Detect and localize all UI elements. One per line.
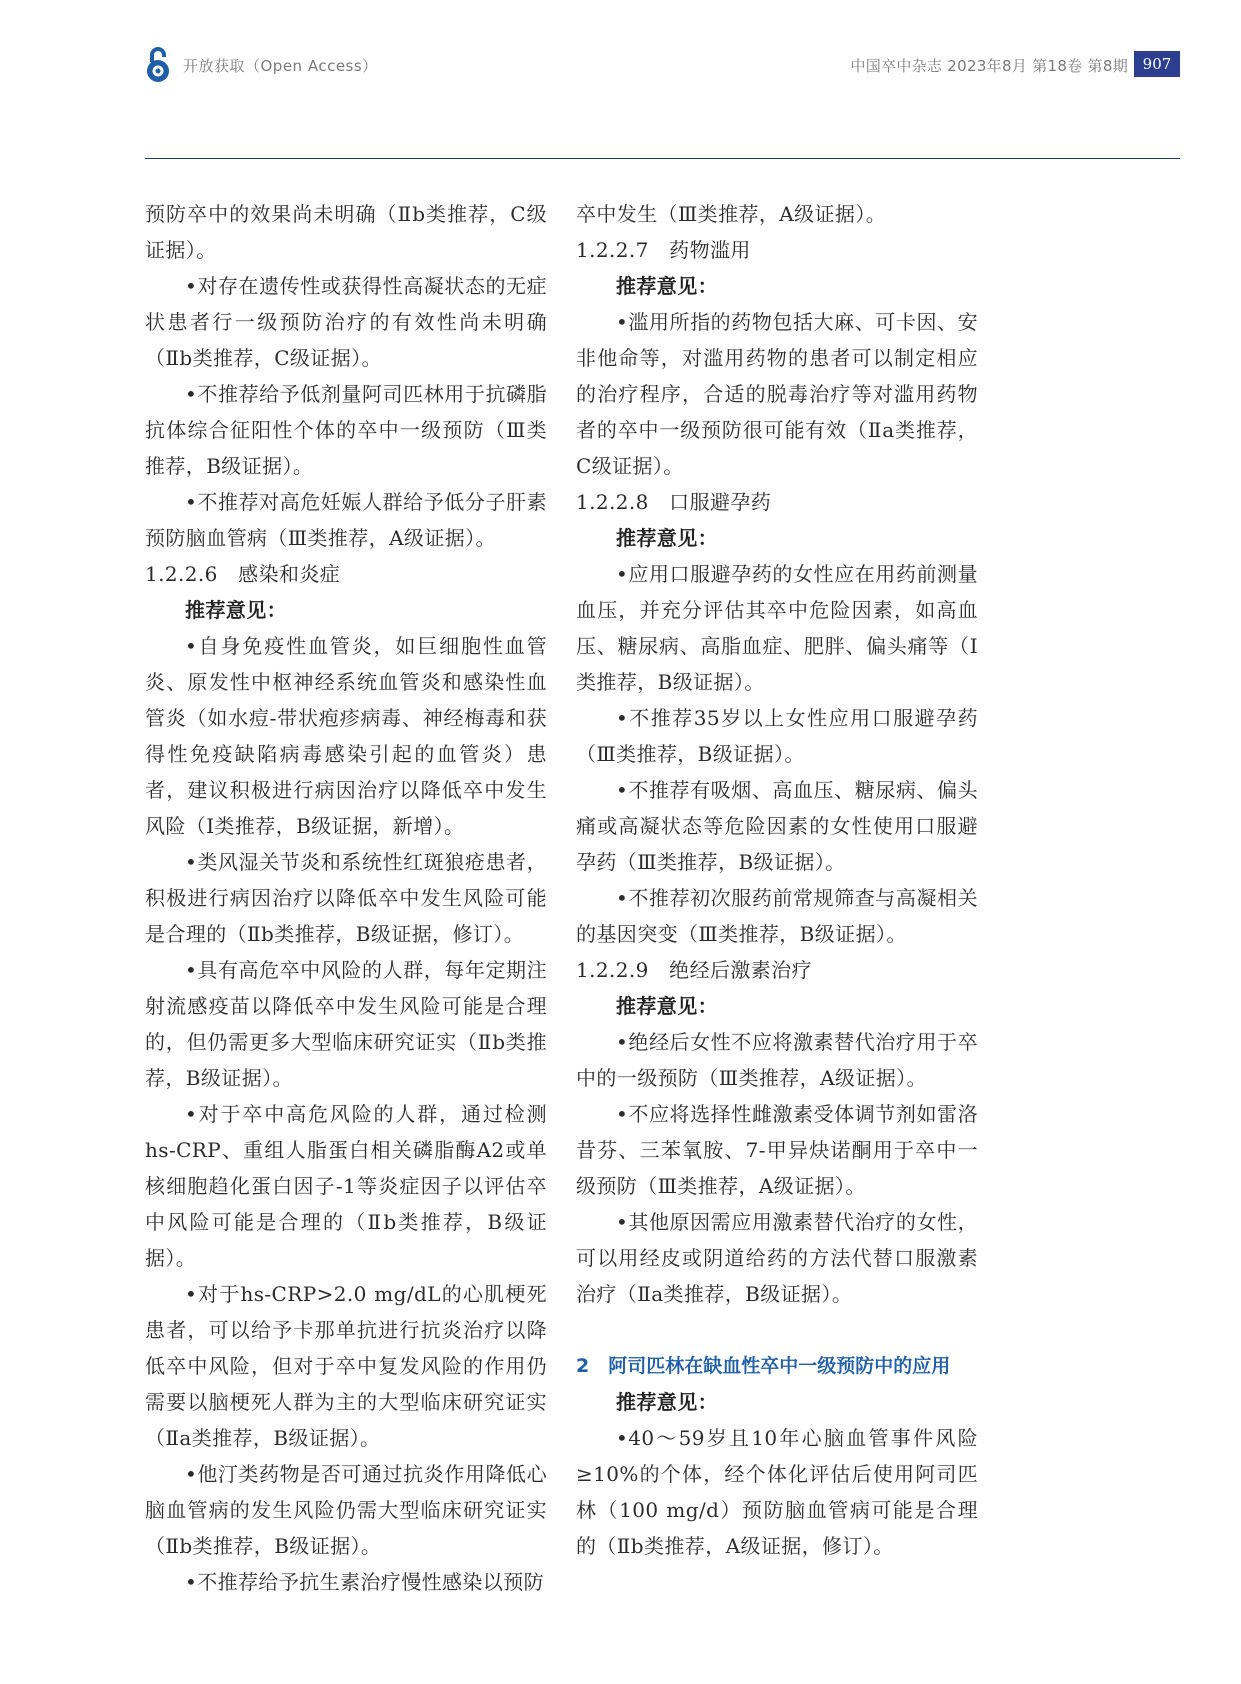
- subsection-heading: 1.2.2.8 口服避孕药: [576, 490, 772, 514]
- recommendation-label: 推荐意见：: [616, 1390, 718, 1414]
- left-column: [145, 196, 547, 1600]
- open-access-label: 开放获取（Open Access）: [183, 57, 378, 75]
- subsection-heading: 1.2.2.6 感染和炎症: [145, 562, 341, 586]
- header-rule: [145, 158, 1180, 159]
- paragraph-continuation: 卒中发生（Ⅲ类推荐，A级证据）。: [576, 202, 887, 226]
- recommendation-item: •自身免疫性血管炎，如巨细胞性血管炎、原发性中枢神经系统血管炎和感染性血管炎（如水痘-带状疱疹病毒、神经梅毒和获得性免疫缺陷病毒感染引起的血管炎）患者，建议积极进行病因治疗以降低卒中发生风险（Ⅰ类推荐，B级证据，新增）。: [145, 634, 547, 838]
- subsection-heading: 1.2.2.7 药物滥用: [576, 238, 751, 262]
- recommendation-item: •应用口服避孕药的女性应在用药前测量血压，并充分评估其卒中危险因素，如高血压、糖尿病、高脂血症、肥胖、偏头痛等（Ⅰ类推荐，B级证据）。: [576, 562, 978, 694]
- page-header: [145, 45, 1180, 85]
- recommendation-item: •绝经后女性不应将激素替代治疗用于卒中的一级预防（Ⅲ类推荐，A级证据）。: [576, 1030, 978, 1090]
- recommendation-label: 推荐意见：: [185, 598, 287, 622]
- right-column: [576, 196, 978, 1564]
- section-heading: 2 阿司匹林在缺血性卒中一级预防中的应用: [576, 1355, 951, 1377]
- recommendation-item: •不推荐给予抗生素治疗慢性感染以预防: [185, 1570, 544, 1594]
- paragraph-continuation: 预防卒中的效果尚未明确（Ⅱb类推荐，C级证据）。: [145, 202, 547, 262]
- recommendation-label: 推荐意见：: [616, 526, 718, 550]
- recommendation-label: 推荐意见：: [616, 274, 718, 298]
- recommendation-item: •对于hs-CRP>2.0 mg/dL的心肌梗死患者，可以给予卡那单抗进行抗炎治疗以降低卒中风险，但对于卒中复发风险的作用仍需要以脑梗死人群为主的大型临床研究证实（Ⅱa类推荐，B级证据）。: [145, 1282, 547, 1450]
- recommendation-item: •滥用所指的药物包括大麻、可卡因、安非他命等，对滥用药物的患者可以制定相应的治疗程序，合适的脱毒治疗等对滥用药物者的卒中一级预防很可能有效（Ⅱa类推荐，C级证据）。: [576, 310, 978, 478]
- recommendation-item: •其他原因需应用激素替代治疗的女性，可以用经皮或阴道给药的方法代替口服激素治疗（Ⅱa类推荐，B级证据）。: [576, 1210, 978, 1306]
- recommendation-item: •不推荐对高危妊娠人群给予低分子肝素预防脑血管病（Ⅲ类推荐，A级证据）。: [145, 490, 547, 550]
- recommendation-item: •对于卒中高危风险的人群，通过检测hs-CRP、重组人脂蛋白相关磷脂酶A2或单核细胞趋化蛋白因子-1等炎症因子以评估卒中风险可能是合理的（Ⅱb类推荐，B级证据）。: [145, 1102, 547, 1270]
- subsection-heading: 1.2.2.9 绝经后激素治疗: [576, 958, 812, 982]
- open-access-lock-icon: [145, 45, 171, 83]
- journal-citation: 中国卒中杂志 2023年8月 第18卷 第8期: [850, 57, 1128, 75]
- recommendation-item: •不应将选择性雌激素受体调节剂如雷洛昔芬、三苯氧胺、7-甲异炔诺酮用于卒中一级预防（Ⅲ类推荐，A级证据）。: [576, 1102, 978, 1198]
- recommendation-label: 推荐意见：: [616, 994, 718, 1018]
- recommendation-item: •不推荐35岁以上女性应用口服避孕药（Ⅲ类推荐，B级证据）。: [576, 706, 978, 766]
- recommendation-item: •他汀类药物是否可通过抗炎作用降低心脑血管病的发生风险仍需大型临床研究证实（Ⅱb类推荐，B级证据）。: [145, 1462, 547, 1558]
- recommendation-item: •不推荐有吸烟、高血压、糖尿病、偏头痛或高凝状态等危险因素的女性使用口服避孕药（Ⅲ类推荐，B级证据）。: [576, 778, 978, 874]
- recommendation-item: •具有高危卒中风险的人群，每年定期注射流感疫苗以降低卒中发生风险可能是合理的，但仍需更多大型临床研究证实（Ⅱb类推荐，B级证据）。: [145, 958, 547, 1090]
- recommendation-item: •不推荐给予低剂量阿司匹林用于抗磷脂抗体综合征阳性个体的卒中一级预防（Ⅲ类推荐，B级证据）。: [145, 382, 547, 478]
- recommendation-item: •类风湿关节炎和系统性红斑狼疮患者，积极进行病因治疗以降低卒中发生风险可能是合理的（Ⅱb类推荐，B级证据，修订）。: [145, 850, 547, 946]
- recommendation-item: •对存在遗传性或获得性高凝状态的无症状患者行一级预防治疗的有效性尚未明确（Ⅱb类推荐，C级证据）。: [145, 274, 547, 370]
- page-number-badge: 907: [1134, 51, 1180, 77]
- recommendation-item: •40～59岁且10年心脑血管事件风险≥10%的个体，经个体化评估后使用阿司匹林（100 mg/d）预防脑血管病可能是合理的（Ⅱb类推荐，A级证据，修订）。: [576, 1426, 978, 1558]
- recommendation-item: •不推荐初次服药前常规筛查与高凝相关的基因突变（Ⅲ类推荐，B级证据）。: [576, 886, 978, 946]
